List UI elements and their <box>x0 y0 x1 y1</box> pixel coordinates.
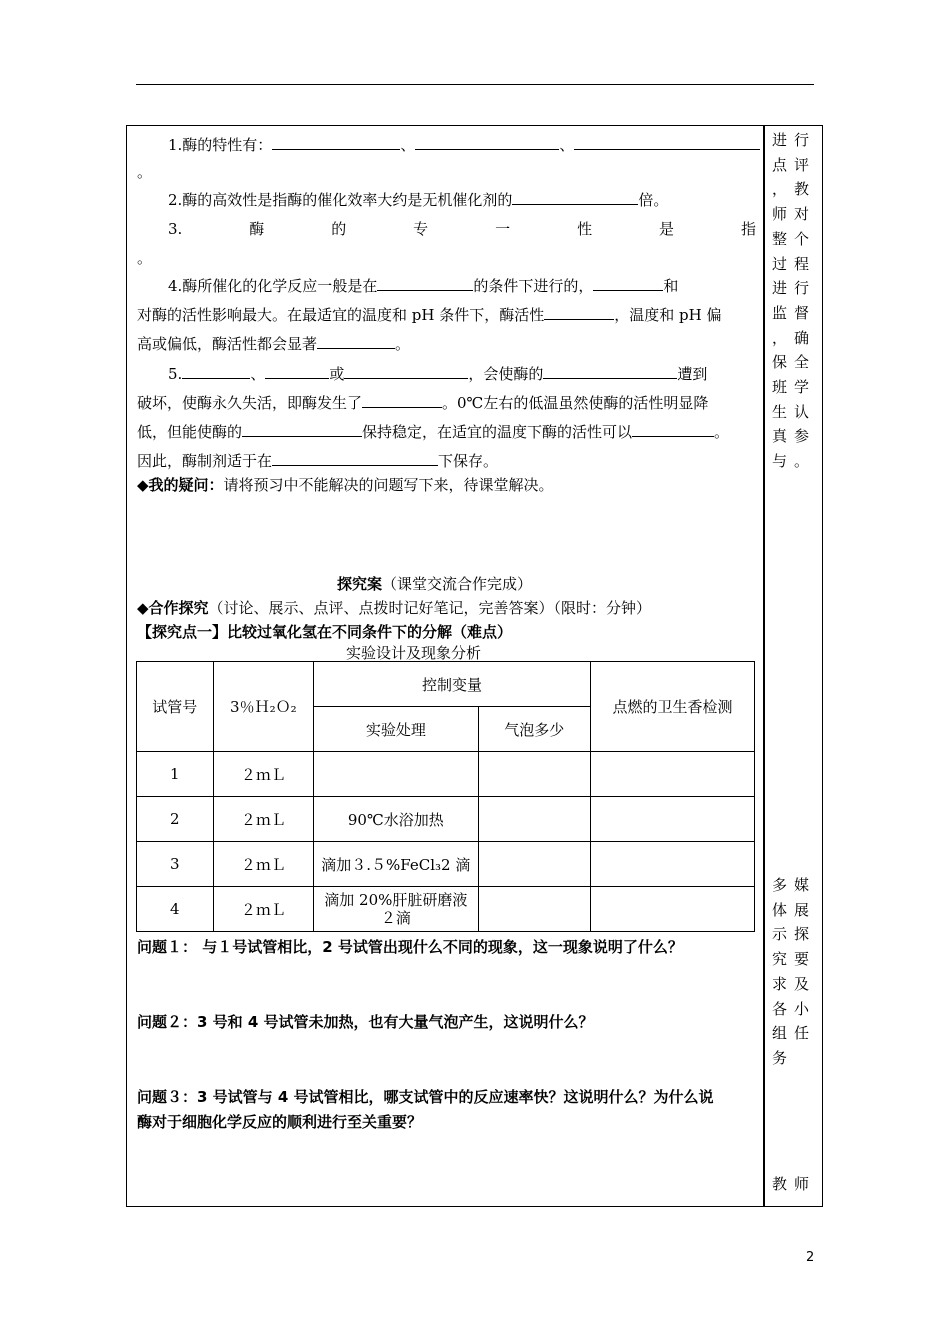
table-header-row <box>137 662 755 707</box>
sidebar-text-row: 进 行 <box>772 279 810 298</box>
sidebar-note-1 <box>772 128 816 474</box>
cell-volume: ２ｍＬ <box>213 752 314 797</box>
sidebar-text-row: 生 认 <box>772 402 810 421</box>
blank <box>543 364 677 379</box>
table-row <box>137 752 755 797</box>
question-5-line2: 破坏，使酶永久失活，即酶发生了 。0℃左右的低温虽然使酶的活性明显降 <box>137 394 709 412</box>
cell-tube: 1 <box>137 752 214 797</box>
question-5-line3: 低，但能使酶的 保持稳定，在适宜的温度下酶的活性可以 。 <box>137 423 730 441</box>
question-1-end: 。 <box>137 163 153 181</box>
sidebar-text-row: ， 确 <box>772 328 810 347</box>
sidebar-text-row: 班 学 <box>772 378 810 397</box>
header-h2o2: 3％Ｈ₂Ｏ₂ <box>213 662 314 752</box>
cell-treatment: 滴加３.５%FeCl₃2 滴 <box>314 842 478 887</box>
header-detect: 点燃的卫生香检测 <box>590 662 754 752</box>
sidebar-text-row: 教 师 <box>772 1175 810 1193</box>
header-tube: 试管号 <box>137 662 214 752</box>
blank <box>182 364 250 379</box>
sidebar-text-row: 真 参 <box>772 427 810 446</box>
cell-detect <box>590 797 754 842</box>
question-3-end: 。 <box>137 249 153 267</box>
sidebar-note-2 <box>772 873 816 1071</box>
blank <box>632 422 714 437</box>
coop-explore: ◆合作探究（讨论、展示、点评、点拨时记好笔记，完善答案）（限时：分钟） <box>137 599 652 617</box>
sidebar-text-row: 多 媒 <box>772 876 810 894</box>
sidebar-text-row: 各 小 <box>772 999 810 1018</box>
table-row <box>137 887 755 932</box>
sidebar-text-row: 监 督 <box>772 303 810 322</box>
cell-treatment <box>314 752 478 797</box>
blank <box>317 334 395 349</box>
sidebar-text-row: 示 探 <box>772 925 810 944</box>
question-4-line2: 对酶的活性影响最大。在最适宜的温度和 pH 条件下，酶活性 ，温度和 pH 偏 <box>137 306 722 324</box>
cell-tube: 4 <box>137 887 214 932</box>
explore-title: 探究案（课堂交流合作完成） <box>337 575 533 593</box>
table-row <box>137 842 755 887</box>
blank <box>377 276 473 291</box>
explore-point-title: 【探究点一】比较过氧化氢在不同条件下的分解（难点） <box>137 623 513 641</box>
cell-treatment: 滴加 20%肝脏研磨液２滴 <box>314 887 478 932</box>
my-doubts: ◆我的疑问：请将预习中不能解决的问题写下来，待课堂解决。 <box>137 476 554 494</box>
cell-detect <box>590 887 754 932</box>
cell-bubbles <box>478 797 590 842</box>
sidebar-text-row: 务 <box>772 1048 788 1067</box>
experiment-table <box>136 661 755 932</box>
page-number: 2 <box>806 1250 815 1265</box>
cell-bubbles <box>478 842 590 887</box>
sidebar-text-row: 进 行 <box>772 131 810 149</box>
question-4-line3: 高或偏低，酶活性都会显著 。 <box>137 335 411 353</box>
cell-volume: ２ｍＬ <box>213 887 314 932</box>
sidebar-text-row: 保 全 <box>772 353 810 372</box>
sidebar-text-row: 究 要 <box>772 950 810 969</box>
sidebar-text-row: ， 教 <box>772 180 810 199</box>
cell-tube: 2 <box>137 797 214 842</box>
cell-bubbles <box>478 752 590 797</box>
blank <box>415 135 559 150</box>
cell-volume: ２ｍＬ <box>213 842 314 887</box>
cell-treatment: 90℃水浴加热 <box>314 797 478 842</box>
sidebar-text-row: 与 。 <box>772 452 810 471</box>
blank <box>593 276 663 291</box>
question-4-line1: 4.酶所催化的化学反应一般是在 的条件下进行的， 和 <box>168 277 679 295</box>
blank <box>544 305 614 320</box>
sidebar-text-row: 整 个 <box>772 229 810 248</box>
header-bubbles: 气泡多少 <box>478 707 590 752</box>
column-divider <box>763 125 765 1207</box>
cell-detect <box>590 842 754 887</box>
blank <box>272 451 438 466</box>
question-5-line1: 5. 、 或 ，会使酶的 遭到 <box>168 365 708 383</box>
blank <box>362 393 442 408</box>
header-rule <box>136 84 814 85</box>
sidebar-text-row: 过 程 <box>772 254 810 273</box>
explore-question-3-line2: 酶对于细胞化学反应的顺利进行至关重要？ <box>137 1113 423 1131</box>
sidebar-text-row: 组 任 <box>772 1024 810 1043</box>
blank <box>272 135 400 150</box>
sidebar-text-row: 师 对 <box>772 205 810 224</box>
explore-question-2: 问题２：3 号和 4 号试管未加热，也有大量气泡产生，这说明什么？ <box>137 1013 594 1031</box>
cell-detect <box>590 752 754 797</box>
table-row <box>137 797 755 842</box>
cell-bubbles <box>478 887 590 932</box>
question-1: 1.酶的特性有： 、 、 <box>168 135 760 155</box>
sidebar-text-row: 求 及 <box>772 974 810 993</box>
blank <box>574 135 760 150</box>
blank <box>344 364 468 379</box>
explore-question-3-line1: 问题３：3 号试管与 4 号试管相比，哪支试管中的反应速率快？这说明什么？为什么说 <box>137 1088 714 1106</box>
cell-tube: 3 <box>137 842 214 887</box>
explore-question-1: 问题１： 与１号试管相比，2 号试管出现什么不同的现象，这一现象说明了什么？ <box>137 938 683 956</box>
question-5-line4: 因此，酶制剂适于在 下保存。 <box>137 452 499 470</box>
sidebar-note-3 <box>772 1172 816 1197</box>
blank <box>265 364 329 379</box>
blank <box>512 190 638 205</box>
header-control: 控制变量 <box>314 662 591 707</box>
blank <box>242 422 362 437</box>
question-2: 2.酶的高效性是指酶的催化效率大约是无机催化剂的 倍。 <box>168 191 669 209</box>
sidebar-text-row: 体 展 <box>772 900 810 919</box>
sidebar-text-row: 点 评 <box>772 155 810 174</box>
table-caption: 实验设计及现象分析 <box>346 644 482 662</box>
question-3: 3. 酶 的 专 一 性 是 指 <box>168 220 756 238</box>
header-treatment: 实验处理 <box>314 707 478 752</box>
cell-volume: ２ｍＬ <box>213 797 314 842</box>
